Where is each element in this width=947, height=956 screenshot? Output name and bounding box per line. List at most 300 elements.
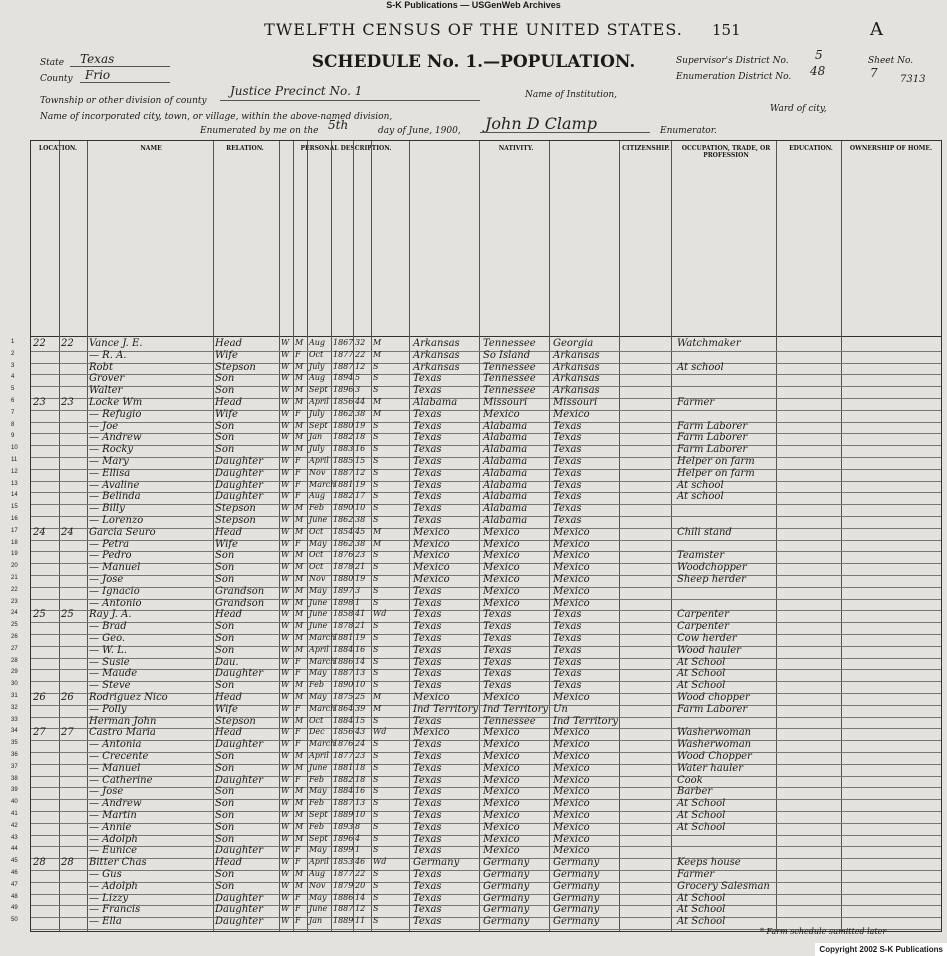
row-rel: Head bbox=[215, 727, 243, 739]
row-month: June bbox=[309, 515, 328, 524]
row-birth: Mexico bbox=[413, 692, 450, 703]
row-birth: Texas bbox=[413, 715, 442, 727]
row-year: 1864 bbox=[333, 703, 354, 713]
supervisor-label: Supervisor's District No. bbox=[676, 56, 789, 66]
row-year: 1894 bbox=[333, 373, 354, 383]
row-age: 23 bbox=[355, 751, 366, 760]
row-age: 41 bbox=[355, 609, 366, 619]
row-year: 1878 bbox=[333, 562, 354, 572]
row-name: — Lorenzo bbox=[89, 515, 144, 526]
row-mar: S bbox=[373, 774, 379, 784]
row-father: Alabama bbox=[483, 467, 528, 479]
row-sex: M bbox=[295, 444, 304, 454]
row-father: Mexico bbox=[483, 574, 520, 585]
row-year: 1887 bbox=[333, 668, 354, 678]
row-color: W bbox=[281, 420, 290, 430]
row-sex: F bbox=[295, 904, 301, 914]
row-sex: M bbox=[295, 786, 304, 796]
row-sex: F bbox=[295, 349, 301, 359]
row-mar: S bbox=[373, 644, 379, 654]
row-color: W bbox=[281, 621, 290, 631]
state-value: Texas bbox=[80, 52, 115, 66]
row-occ: Watchmaker bbox=[677, 338, 741, 349]
row-occ: Sheep herder bbox=[677, 574, 746, 585]
row-sex: F bbox=[295, 538, 301, 548]
row-mother: Texas bbox=[553, 479, 582, 491]
row-rel: Head bbox=[215, 692, 243, 703]
row-mother: Mexico bbox=[553, 408, 590, 420]
row-birth: Texas bbox=[413, 515, 442, 526]
copyright: Copyright 2002 S-K Publications bbox=[815, 943, 947, 956]
row-mar: S bbox=[373, 751, 379, 760]
row-number: 5 bbox=[11, 386, 15, 393]
row-year: 1889 bbox=[333, 810, 354, 819]
row-name: — Francis bbox=[89, 904, 141, 916]
row-name: — Joe bbox=[89, 420, 119, 432]
row-rel: Daughter bbox=[215, 892, 263, 904]
row-rel: Stepson bbox=[215, 715, 256, 727]
row-father: Tennessee bbox=[483, 385, 536, 397]
row-name: Grover bbox=[89, 373, 125, 385]
row-sex: M bbox=[295, 715, 304, 725]
row-name: Garcia Seuro bbox=[89, 526, 156, 538]
row-father: Alabama bbox=[483, 444, 528, 456]
row-color: W bbox=[281, 373, 290, 383]
row-father: Mexico bbox=[483, 739, 520, 751]
row-age: 15 bbox=[355, 456, 366, 465]
row-month: July bbox=[309, 408, 325, 418]
row-mother: Ind Territory bbox=[553, 715, 619, 727]
row-sex: M bbox=[295, 821, 304, 831]
row-birth: Texas bbox=[413, 810, 442, 821]
row-father: Germany bbox=[483, 880, 530, 892]
row-age: 15 bbox=[355, 715, 366, 725]
row-color: W bbox=[281, 633, 290, 642]
row-father: Mexico bbox=[483, 585, 520, 597]
row-age: 1 bbox=[355, 597, 361, 607]
row-sex: F bbox=[295, 727, 301, 737]
row-number: 31 bbox=[11, 693, 18, 699]
sheet-label: Sheet No. bbox=[868, 56, 914, 66]
row-dwell: 28 bbox=[33, 857, 46, 869]
row-color: W bbox=[281, 479, 290, 489]
row-birth: Texas bbox=[413, 680, 442, 692]
row-sex: M bbox=[295, 644, 304, 654]
row-mar: S bbox=[373, 656, 379, 666]
row-father: Germany bbox=[483, 857, 530, 869]
row-birth: Texas bbox=[413, 821, 442, 833]
row-year: 1856 bbox=[333, 727, 354, 737]
row-year: 1879 bbox=[333, 880, 354, 890]
row-mar: S bbox=[373, 420, 379, 430]
row-color: W bbox=[281, 444, 290, 454]
row-month: Aug bbox=[309, 338, 326, 347]
row-name: — Jose bbox=[89, 574, 124, 585]
row-rel: Daughter bbox=[215, 904, 263, 916]
row-birth: Texas bbox=[413, 491, 442, 503]
row-number: 34 bbox=[11, 728, 18, 735]
col-group-location: LOCATION. bbox=[38, 145, 78, 152]
row-dwell: 24 bbox=[33, 526, 46, 538]
row-father: Ind Territory bbox=[483, 703, 549, 715]
row-mar: S bbox=[373, 798, 379, 808]
row-color: W bbox=[281, 869, 290, 878]
supervisor-value: 5 bbox=[815, 48, 823, 62]
row-mother: Mexico bbox=[553, 774, 590, 786]
row-month: June bbox=[309, 621, 328, 631]
row-birth: Texas bbox=[413, 503, 442, 515]
row-year: 1853 bbox=[333, 857, 354, 867]
row-number: 19 bbox=[11, 551, 18, 558]
row-name: — Annie bbox=[89, 821, 132, 833]
row-mar: Wd bbox=[373, 727, 387, 737]
row-occ: Wood chopper bbox=[677, 692, 750, 703]
row-year: 1887 bbox=[333, 467, 354, 477]
row-father: Mexico bbox=[483, 597, 520, 609]
row-rel: Stepson bbox=[215, 503, 256, 515]
row-month: Oct bbox=[309, 562, 324, 572]
row-month: Oct bbox=[309, 715, 324, 725]
row-occ: Cow herder bbox=[677, 633, 737, 644]
row-number: 14 bbox=[11, 492, 18, 499]
row-rel: Daughter bbox=[215, 668, 263, 680]
row-birth: Texas bbox=[413, 373, 442, 385]
row-month: April bbox=[309, 751, 329, 760]
row-name: — Rocky bbox=[89, 444, 134, 456]
row-rel: Stepson bbox=[215, 361, 256, 373]
row-age: 45 bbox=[355, 526, 366, 536]
row-month: Sept bbox=[309, 385, 328, 395]
row-mar: S bbox=[373, 373, 379, 383]
row-color: W bbox=[281, 703, 290, 713]
row-rel: Grandson bbox=[215, 597, 265, 609]
row-month: Feb bbox=[309, 798, 324, 808]
row-number: 50 bbox=[11, 917, 18, 924]
col-group-name: NAME bbox=[140, 145, 162, 152]
row-birth: Alabama bbox=[413, 397, 458, 408]
row-color: W bbox=[281, 467, 290, 477]
row-mar: S bbox=[373, 456, 379, 465]
row-rel: Daughter bbox=[215, 739, 263, 751]
row-number: 41 bbox=[11, 811, 18, 817]
row-father: Mexico bbox=[483, 692, 520, 703]
row-mar: S bbox=[373, 633, 379, 642]
row-rel: Son bbox=[215, 385, 235, 397]
row-age: 22 bbox=[355, 349, 366, 359]
row-number: 9 bbox=[11, 433, 15, 440]
row-year: 1867 bbox=[333, 338, 354, 347]
row-month: Feb bbox=[309, 774, 324, 784]
enumerated-month: day of June, 1900, bbox=[378, 126, 461, 136]
row-rel: Wife bbox=[215, 349, 238, 361]
row-birth: Texas bbox=[413, 656, 442, 668]
row-occ: Washerwoman bbox=[677, 727, 752, 739]
row-mother: Germany bbox=[553, 892, 600, 904]
row-color: W bbox=[281, 845, 290, 855]
row-mar: S bbox=[373, 444, 379, 454]
row-year: 1882 bbox=[333, 432, 354, 442]
row-year: 1899 bbox=[333, 845, 354, 855]
col-group-ownership: OWNERSHIP OF HOME. bbox=[849, 145, 933, 152]
row-age: 19 bbox=[355, 479, 366, 489]
row-father: Mexico bbox=[483, 562, 520, 574]
row-mother: Germany bbox=[553, 916, 600, 928]
row-age: 17 bbox=[355, 491, 366, 501]
row-birth: Texas bbox=[413, 609, 442, 621]
sheet-value: 7 bbox=[870, 66, 878, 80]
row-birth: Mexico bbox=[413, 538, 450, 550]
row-mother: Texas bbox=[553, 515, 582, 526]
row-age: 1 bbox=[355, 845, 361, 855]
row-age: 38 bbox=[355, 515, 366, 524]
row-name: — Lizzy bbox=[89, 892, 129, 904]
row-month: Aug bbox=[309, 491, 326, 501]
row-mar: S bbox=[373, 385, 379, 395]
row-color: W bbox=[281, 833, 290, 843]
row-number: 16 bbox=[11, 516, 18, 522]
row-mar: M bbox=[373, 408, 382, 418]
row-rel: Head bbox=[215, 526, 243, 538]
row-birth: Texas bbox=[413, 916, 442, 928]
row-mother: Texas bbox=[553, 668, 582, 680]
row-color: W bbox=[281, 515, 290, 524]
row-rel: Son bbox=[215, 680, 235, 692]
row-number: 17 bbox=[11, 527, 18, 534]
row-birth: Texas bbox=[413, 904, 442, 916]
row-color: W bbox=[281, 739, 290, 749]
row-birth: Texas bbox=[413, 786, 442, 798]
row-mother: Arkansas bbox=[553, 349, 600, 361]
row-year: 1885 bbox=[333, 456, 354, 465]
row-father: Mexico bbox=[483, 751, 520, 762]
row-number: 23 bbox=[11, 598, 18, 605]
row-father: Alabama bbox=[483, 456, 528, 467]
row-father: Texas bbox=[483, 609, 512, 621]
row-mother: Mexico bbox=[553, 692, 590, 703]
row-rel: Daughter bbox=[215, 916, 263, 928]
row-name: — Eunice bbox=[89, 845, 138, 857]
row-year: 1884 bbox=[333, 715, 354, 725]
row-dwell: 22 bbox=[33, 338, 46, 349]
row-father: Mexico bbox=[483, 786, 520, 798]
row-rel: Son bbox=[215, 562, 235, 574]
row-month: March bbox=[309, 656, 336, 666]
row-number: 1 bbox=[11, 339, 15, 345]
row-birth: Arkansas bbox=[413, 361, 460, 373]
row-name: — Maude bbox=[89, 668, 138, 680]
row-mar: S bbox=[373, 786, 379, 796]
row-year: 1887 bbox=[333, 361, 354, 371]
row-number: 44 bbox=[11, 846, 18, 853]
row-mother: Germany bbox=[553, 904, 600, 916]
row-number: 27 bbox=[11, 645, 18, 652]
row-month: May bbox=[309, 692, 327, 701]
row-mar: S bbox=[373, 550, 379, 560]
row-birth: Texas bbox=[413, 845, 442, 857]
table-header bbox=[31, 141, 941, 337]
row-father: So Island bbox=[483, 349, 531, 361]
footer-note: * Farm schedule sumitted later bbox=[760, 927, 887, 936]
row-father: Mexico bbox=[483, 727, 520, 739]
row-sex: M bbox=[295, 762, 304, 772]
row-birth: Texas bbox=[413, 585, 442, 597]
row-mar: M bbox=[373, 397, 382, 406]
row-birth: Texas bbox=[413, 751, 442, 762]
row-color: W bbox=[281, 562, 290, 572]
row-number: 47 bbox=[11, 881, 18, 888]
row-age: 23 bbox=[355, 550, 366, 560]
row-occ: Carpenter bbox=[677, 621, 729, 633]
col-group-education: EDUCATION. bbox=[789, 145, 833, 152]
row-month: Oct bbox=[309, 526, 324, 536]
enumerator-label: Enumerator. bbox=[660, 126, 717, 136]
row-mother: Arkansas bbox=[553, 361, 600, 373]
row-name: — Mary bbox=[89, 456, 129, 467]
row-month: June bbox=[309, 904, 328, 914]
row-color: W bbox=[281, 456, 290, 465]
row-birth: Texas bbox=[413, 644, 442, 656]
row-mar: S bbox=[373, 467, 379, 477]
row-birth: Texas bbox=[413, 833, 442, 845]
row-month: Sept bbox=[309, 420, 328, 430]
row-year: 1897 bbox=[333, 585, 354, 595]
row-father: Germany bbox=[483, 892, 530, 904]
row-name: — Steve bbox=[89, 680, 131, 692]
row-month: Feb bbox=[309, 821, 324, 831]
row-sex: F bbox=[295, 668, 301, 678]
row-age: 3 bbox=[355, 585, 361, 595]
row-age: 38 bbox=[355, 408, 366, 418]
row-year: 1887 bbox=[333, 798, 354, 808]
row-mother: Un bbox=[553, 703, 568, 715]
row-year: 1883 bbox=[333, 444, 354, 454]
row-color: W bbox=[281, 892, 290, 902]
row-number: 21 bbox=[11, 575, 18, 581]
row-mar: S bbox=[373, 833, 379, 843]
row-year: 1862 bbox=[333, 515, 354, 524]
row-mother: Mexico bbox=[553, 526, 590, 538]
row-occ: Grocery Salesman bbox=[677, 880, 770, 892]
row-sex: M bbox=[295, 574, 304, 583]
row-age: 3 bbox=[355, 385, 361, 395]
row-sex: M bbox=[295, 810, 304, 819]
row-mother: Mexico bbox=[553, 574, 590, 585]
row-rel: Son bbox=[215, 373, 235, 385]
row-rel: Son bbox=[215, 621, 235, 633]
row-birth: Texas bbox=[413, 774, 442, 786]
row-color: W bbox=[281, 338, 290, 347]
row-name: — Ignacio bbox=[89, 585, 140, 597]
row-month: Nov bbox=[309, 467, 326, 477]
row-sex: F bbox=[295, 892, 301, 902]
enumerator-name: John D Clamp bbox=[485, 114, 597, 133]
county-value: Frio bbox=[85, 68, 111, 82]
row-sex: M bbox=[295, 420, 304, 430]
row-age: 4 bbox=[355, 833, 361, 843]
row-year: 1884 bbox=[333, 786, 354, 796]
row-mother: Germany bbox=[553, 857, 600, 869]
row-birth: Ind Territory bbox=[413, 703, 479, 715]
row-name: Rodriguez Nico bbox=[89, 692, 168, 703]
enumerated-day: 5th bbox=[328, 118, 349, 132]
incorporated-label: Name of incorporated city, town, or village, within the above-named division, bbox=[40, 112, 393, 122]
row-number: 42 bbox=[11, 822, 18, 829]
row-number: 24 bbox=[11, 610, 18, 617]
row-father: Germany bbox=[483, 916, 530, 928]
row-occ: At School bbox=[677, 680, 726, 692]
row-occ: Washerwoman bbox=[677, 739, 752, 751]
row-name: Locke Wm bbox=[89, 397, 143, 408]
row-number: 12 bbox=[11, 468, 18, 475]
row-birth: Texas bbox=[413, 408, 442, 420]
row-age: 43 bbox=[355, 727, 366, 737]
row-mother: Texas bbox=[553, 644, 582, 656]
row-number: 32 bbox=[11, 704, 18, 711]
row-month: May bbox=[309, 786, 327, 796]
row-mother: Texas bbox=[553, 432, 582, 444]
row-birth: Texas bbox=[413, 798, 442, 810]
col-group-citizenship: CITIZENSHIP. bbox=[622, 145, 670, 152]
row-number: 22 bbox=[11, 586, 18, 593]
row-birth: Texas bbox=[413, 739, 442, 751]
row-age: 19 bbox=[355, 633, 366, 642]
row-father: Mexico bbox=[483, 845, 520, 857]
row-occ: Wood Chopper bbox=[677, 751, 752, 762]
row-rel: Grandson bbox=[215, 585, 265, 597]
row-mother: Mexico bbox=[553, 810, 590, 821]
row-occ: At School bbox=[677, 892, 726, 904]
row-father: Alabama bbox=[483, 491, 528, 503]
row-age: 38 bbox=[355, 538, 366, 548]
row-sex: M bbox=[295, 692, 304, 701]
row-color: W bbox=[281, 668, 290, 678]
row-mar: M bbox=[373, 349, 382, 359]
row-year: 1862 bbox=[333, 538, 354, 548]
row-sex: M bbox=[295, 385, 304, 395]
row-age: 21 bbox=[355, 562, 366, 572]
row-mar: S bbox=[373, 432, 379, 442]
col-group-personal: PERSONAL DESCRIPTION. bbox=[300, 145, 392, 152]
row-color: W bbox=[281, 798, 290, 808]
row-father: Alabama bbox=[483, 515, 528, 526]
row-color: W bbox=[281, 397, 290, 406]
row-rel: Head bbox=[215, 609, 243, 621]
row-birth: Texas bbox=[413, 892, 442, 904]
row-rel: Son bbox=[215, 751, 235, 762]
row-birth: Texas bbox=[413, 479, 442, 491]
row-sex: M bbox=[295, 833, 304, 843]
row-number: 33 bbox=[11, 716, 18, 723]
row-father: Missouri bbox=[483, 397, 528, 408]
row-birth: Mexico bbox=[413, 727, 450, 739]
row-rel: Son bbox=[215, 633, 235, 644]
row-father: Texas bbox=[483, 621, 512, 633]
row-birth: Mexico bbox=[413, 550, 450, 562]
row-month: Jan bbox=[309, 916, 323, 926]
row-color: W bbox=[281, 585, 290, 595]
row-sex: M bbox=[295, 562, 304, 572]
row-rel: Head bbox=[215, 397, 243, 408]
row-dwell: 23 bbox=[33, 397, 46, 408]
schedule-title: SCHEDULE No. 1.—POPULATION. bbox=[311, 52, 636, 72]
census-title: TWELFTH CENSUS OF THE UNITED STATES. bbox=[264, 20, 683, 39]
row-mother: Mexico bbox=[553, 597, 590, 609]
row-year: 1875 bbox=[333, 692, 354, 701]
row-birth: Texas bbox=[413, 621, 442, 633]
row-sex: M bbox=[295, 869, 304, 878]
row-color: W bbox=[281, 916, 290, 926]
row-mother: Mexico bbox=[553, 845, 590, 857]
